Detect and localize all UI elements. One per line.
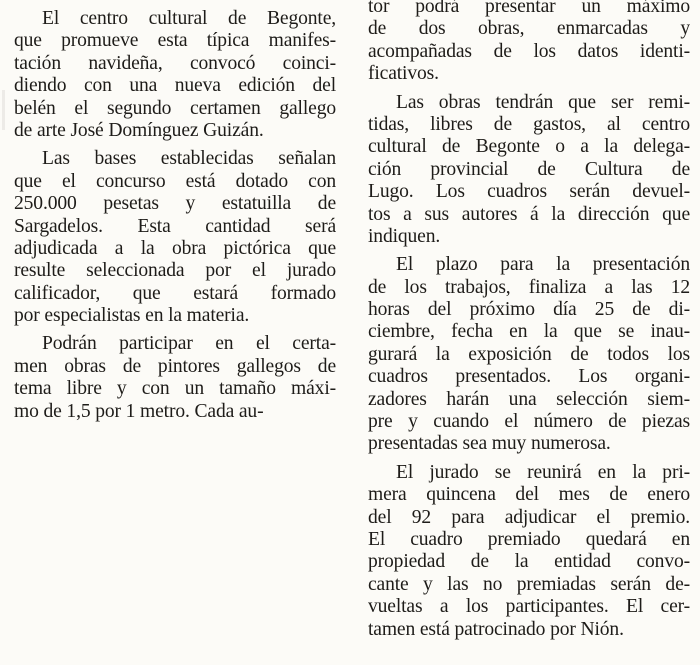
text-line: ción provincial de Cultura de (368, 158, 690, 180)
text-line: cante y las no premiadas serán de- (368, 573, 690, 595)
text-line: El jurado se reunirá en la pri- (396, 461, 690, 483)
text-line: ficativos. (368, 63, 439, 85)
text-line: tor podrá presentar un máximo (368, 0, 690, 17)
text-line: tamen está patrocinado por Nión. (368, 618, 624, 640)
scan-shadow-mark (2, 90, 5, 130)
right-column (368, 0, 690, 641)
paragraph (368, 254, 690, 456)
text-line: 250.000 pesetas y estatuilla de (14, 193, 336, 215)
text-line: del 92 para adjudicar el premio. (368, 506, 690, 528)
text-line: mo de 1,5 por 1 metro. Cada au- (14, 400, 264, 422)
text-line: El cuadro premiado quedará en (368, 528, 690, 550)
paragraph (368, 92, 690, 249)
paragraph (14, 148, 336, 327)
left-column (14, 8, 336, 423)
text-line: calificador, que estará formado (14, 282, 336, 304)
text-line: Las bases establecidas señalan (42, 148, 336, 170)
text-line: resulte seleccionada por el jurado (14, 260, 336, 282)
text-line: ciembre, fecha en la que se inau- (368, 321, 690, 343)
text-line: belén el segundo certamen gallego (14, 97, 336, 119)
text-line: mera quincena del mes de enero (368, 484, 690, 506)
text-line: tación navideña, convocó coinci- (14, 52, 336, 74)
text-line: Podrán participar en el certa- (42, 333, 336, 355)
text-line: men obras de pintores gallegos de (14, 355, 336, 377)
column-gutter (350, 0, 351, 665)
text-line: cultural de Begonte o a la delega- (368, 136, 690, 158)
text-line: horas del próximo día 25 de di- (368, 299, 690, 321)
text-line: adjudicada a la obra pictórica que (14, 237, 336, 259)
text-line: propiedad de la entidad convo- (368, 551, 690, 573)
text-line: de arte José Domínguez Guizán. (14, 119, 264, 141)
text-line: Lugo. Los cuadros serán devuel- (368, 181, 690, 203)
paragraph (14, 8, 336, 142)
text-line: diendo con una nueva edición del (14, 75, 336, 97)
text-line: tos a sus autores á la dirección que (368, 203, 690, 225)
text-line: El plazo para la presentación (396, 254, 690, 276)
text-line: presentadas sea muy numerosa. (368, 433, 611, 455)
text-line: por especialistas en la materia. (14, 305, 250, 327)
text-line: tema libre y con un tamaño máxi- (14, 378, 336, 400)
text-line: El centro cultural de Begonte, (42, 8, 336, 29)
paragraph (368, 0, 690, 86)
text-line: Las obras tendrán que ser remi- (396, 91, 690, 113)
text-line: gurará la exposición de todos los (368, 343, 690, 365)
text-line: de los trabajos, finaliza a las 12 (368, 276, 690, 298)
text-line: indiquen. (368, 225, 441, 247)
paragraph (368, 462, 690, 641)
text-line: que el concurso está dotado con (14, 170, 336, 192)
text-line: pre y cuando el número de piezas (368, 411, 690, 433)
paragraph (14, 333, 336, 423)
text-line: zadores harán una selección siem- (368, 388, 690, 410)
text-line: tidas, libres de gastos, al centro (368, 113, 690, 135)
text-line: acompañadas de los datos identi- (368, 40, 690, 62)
text-line: de dos obras, enmarcadas y (368, 18, 690, 40)
text-line: vueltas a los participantes. El cer- (368, 596, 690, 618)
text-line: Sargadelos. Esta cantidad será (14, 215, 336, 237)
text-line: cuadros presentados. Los organi- (368, 366, 690, 388)
text-line: que promueve esta típica manifes- (14, 30, 336, 52)
